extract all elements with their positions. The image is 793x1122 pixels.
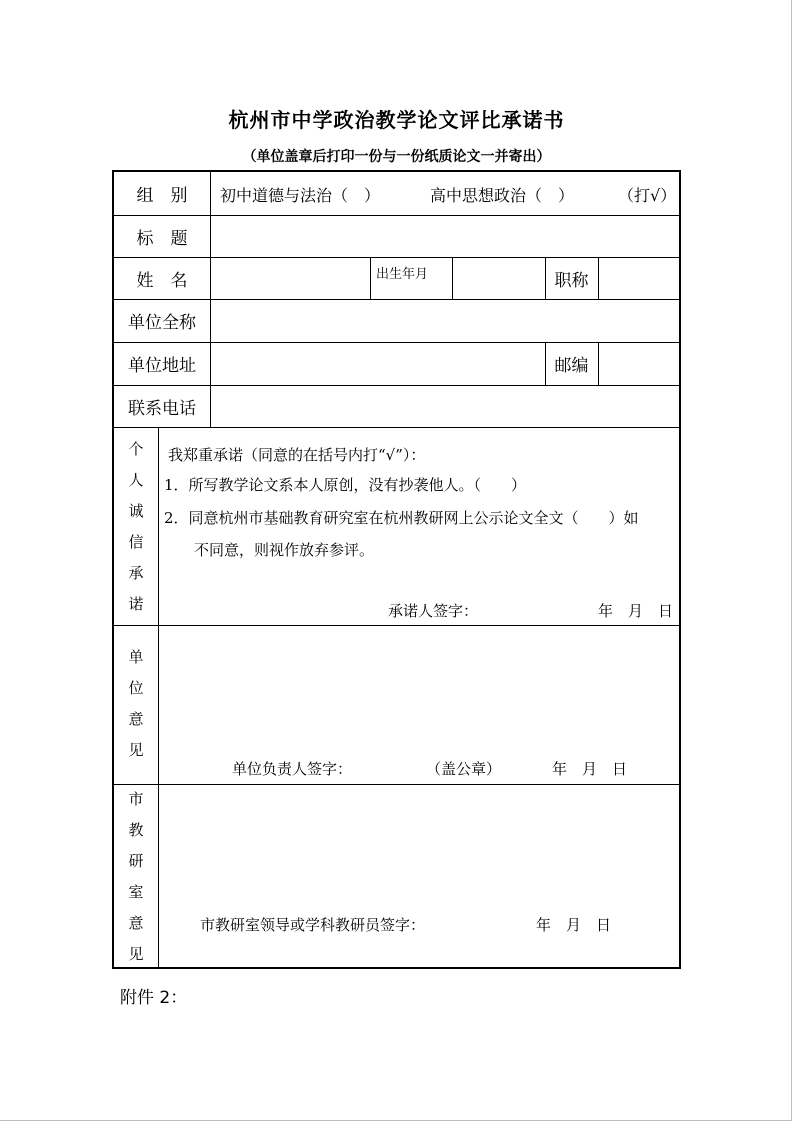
postcode-label: 邮编: [554, 356, 589, 376]
col-divider: [370, 257, 371, 299]
col-divider: [158, 427, 159, 967]
pledge-label-char: 人: [128, 471, 144, 489]
pledge-label-char: 承: [128, 564, 144, 582]
title-label: 职称: [554, 270, 589, 291]
unit-signature-label: 单位负责人签字：: [232, 760, 353, 778]
pledge-label-char: 诚: [128, 502, 144, 520]
unit-opinion-label-char: 位: [128, 679, 144, 697]
pledge-item-2[interactable]: 2．同意杭州市基础教育研究室在杭州教研网上公示论文全文（ ）如: [164, 509, 639, 527]
unit-opinion-label: [114, 642, 158, 766]
office-opinion-label-char: 见: [128, 945, 144, 963]
group-hint: （打√）: [618, 186, 677, 205]
row-divider: [114, 625, 679, 626]
office-opinion-label-char: 研: [128, 852, 144, 870]
pledge-label-char: 信: [128, 533, 144, 551]
page-subtitle: （单位盖章后打印一份与一份纸质论文一并寄出）: [242, 149, 551, 165]
unit-opinion-label-char: 单: [128, 648, 144, 666]
pledge-intro: 我郑重承诺（同意的在括号内打“√”）：: [168, 446, 426, 464]
unit-address-field[interactable]: [211, 343, 545, 385]
phone-field[interactable]: [211, 386, 679, 427]
pledge-label-char: 诺: [128, 595, 144, 613]
pledge-item-1[interactable]: 1．所写教学论文系本人原创，没有抄袭他人。（ ）: [164, 476, 527, 494]
pledge-signature-label: 承诺人签字：: [388, 602, 479, 620]
name-field[interactable]: [211, 258, 370, 299]
pledge-item-2-cont: 不同意，则视作放弃参评。: [194, 541, 375, 559]
unit-seal-label: （盖公章）: [426, 760, 502, 778]
unit-opinion-date: 年 月 日: [552, 760, 628, 778]
birth-field[interactable]: [453, 258, 545, 299]
unit-opinion-label-char: 见: [128, 741, 144, 759]
topic-label: 标 题: [136, 228, 188, 249]
unit-name-label: 单位全称: [128, 313, 196, 333]
group-option-junior[interactable]: 初中道德与法治（ ）: [220, 186, 381, 205]
pledge-label-char: 个: [128, 440, 144, 458]
unit-name-field[interactable]: [211, 300, 679, 342]
unit-address-label: 单位地址: [128, 356, 196, 376]
attachment-label: 附件 2：: [120, 988, 188, 1008]
row-divider: [114, 784, 679, 785]
birth-label: 出生年月: [376, 267, 429, 282]
office-signature-label: 市教研室领导或学科教研员签字：: [200, 916, 426, 934]
office-opinion-label-char: 教: [128, 821, 144, 839]
office-opinion-label: [114, 784, 158, 970]
phone-label: 联系电话: [128, 398, 196, 419]
office-opinion-label-char: 市: [128, 790, 144, 808]
topic-field[interactable]: [211, 216, 679, 257]
pledge-date: 年 月 日: [598, 602, 674, 620]
group-label: 组 别: [136, 186, 188, 206]
pledge-label: [114, 434, 158, 620]
group-option-senior[interactable]: 高中思想政治（ ）: [430, 186, 575, 205]
title-field[interactable]: [599, 258, 679, 299]
row-divider: [114, 427, 679, 428]
page-title: 杭州市中学政治教学论文评比承诺书: [228, 108, 565, 132]
name-label: 姓 名: [136, 270, 188, 291]
postcode-field[interactable]: [599, 343, 679, 385]
office-opinion-date: 年 月 日: [536, 916, 612, 934]
unit-opinion-label-char: 意: [128, 710, 144, 728]
office-opinion-label-char: 意: [128, 914, 144, 932]
office-opinion-label-char: 室: [128, 883, 144, 901]
pledge-form: [112, 170, 681, 969]
